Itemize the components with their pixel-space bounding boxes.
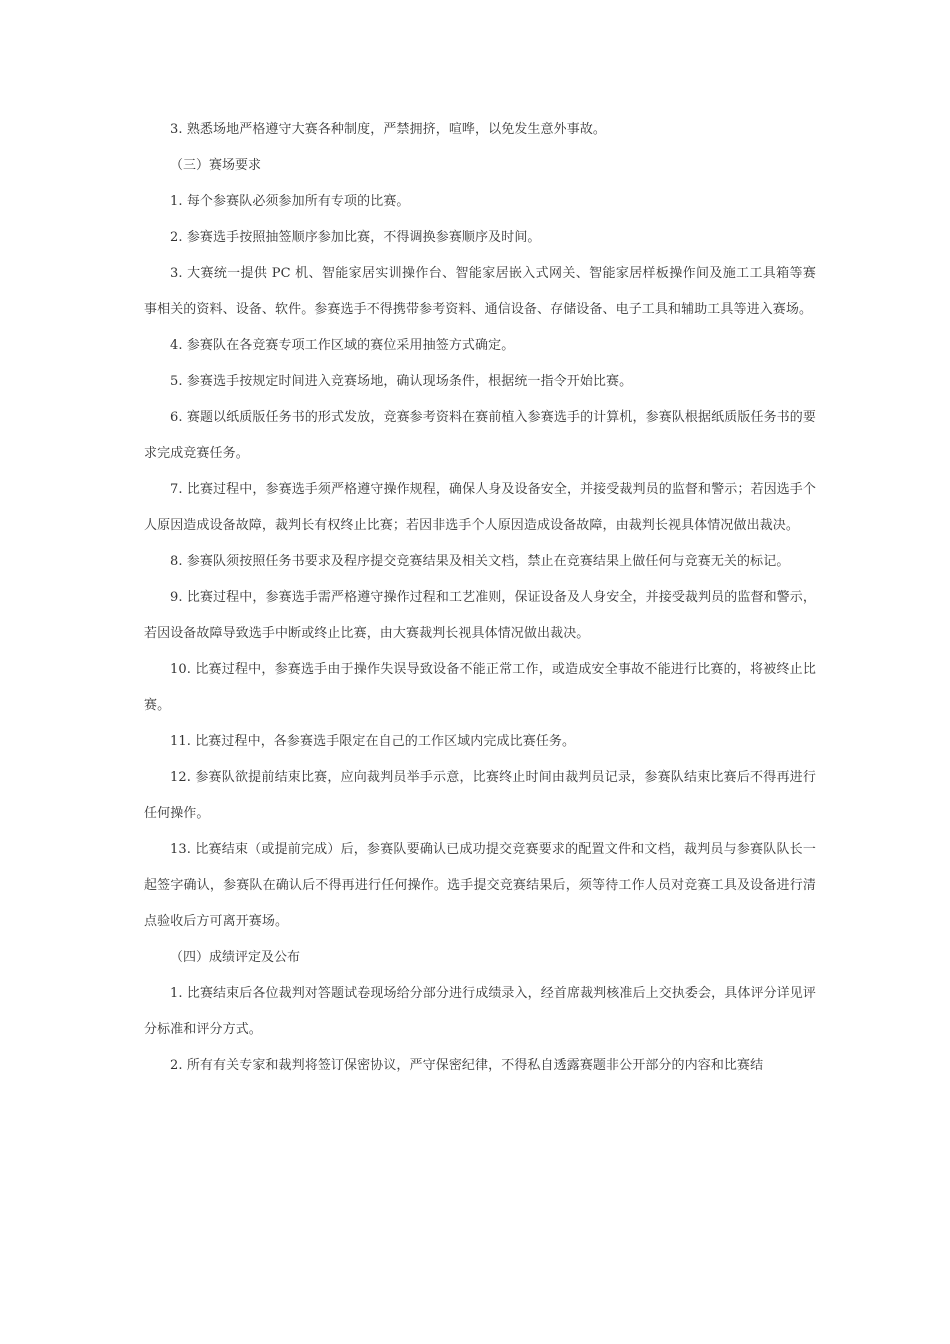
- rule-paragraph: 1. 每个参赛队必须参加所有专项的比赛。: [170, 194, 410, 209]
- rule-paragraph: 7. 比赛过程中，参赛选手须严格遵守操作规程，确保人身及设备安全，并接受裁判员的监督和警示；若因选手个人原因造成设备故障，裁判长有权终止比赛；若因非选手个人原因造成设备故障，由裁判长视具体情况做出裁决。: [144, 482, 816, 533]
- rule-paragraph: 3. 熟悉场地严格遵守大赛各种制度，严禁拥挤，喧哗，以免发生意外事故。: [170, 122, 607, 137]
- rule-paragraph: 4. 参赛队在各竞赛专项工作区域的赛位采用抽签方式确定。: [170, 338, 515, 353]
- document-body: [144, 112, 816, 1084]
- rule-paragraph: 12. 参赛队欲提前结束比赛，应向裁判员举手示意，比赛终止时间由裁判员记录，参赛队结束比赛后不得再进行任何操作。: [144, 770, 816, 821]
- rule-paragraph: 8. 参赛队须按照任务书要求及程序提交竞赛结果及相关文档，禁止在竞赛结果上做任何与竞赛无关的标记。: [170, 554, 790, 569]
- rule-paragraph: 9. 比赛过程中，参赛选手需严格遵守操作过程和工艺准则，保证设备及人身安全，并接受裁判员的监督和警示，若因设备故障导致选手中断或终止比赛，由大赛裁判长视具体情况做出裁决。: [144, 590, 816, 641]
- rule-paragraph: 11. 比赛过程中，各参赛选手限定在自己的工作区域内完成比赛任务。: [170, 734, 576, 749]
- rule-paragraph: 1. 比赛结束后各位裁判对答题试卷现场给分部分进行成绩录入，经首席裁判核准后上交执委会，具体评分详见评分标准和评分方式。: [144, 986, 816, 1037]
- rule-paragraph: 6. 赛题以纸质版任务书的形式发放，竞赛参考资料在赛前植入参赛选手的计算机，参赛队根据纸质版任务书的要求完成竞赛任务。: [144, 410, 816, 461]
- section-heading: （四）成绩评定及公布: [170, 950, 301, 965]
- rule-paragraph: 13. 比赛结束（或提前完成）后，参赛队要确认已成功提交竞赛要求的配置文件和文档，裁判员与参赛队队长一起签字确认，参赛队在确认后不得再进行任何操作。选手提交竞赛结果后，须等待工作人员对竞赛工具及设备进行清点验收后方可离开赛场。: [144, 842, 816, 929]
- rule-paragraph: 10. 比赛过程中，参赛选手由于操作失误导致设备不能正常工作，或造成安全事故不能进行比赛的，将被终止比赛。: [144, 662, 816, 713]
- rule-paragraph: 3. 大赛统一提供 PC 机、智能家居实训操作台、智能家居嵌入式网关、智能家居样板操作间及施工工具箱等赛事相关的资料、设备、软件。参赛选手不得携带参考资料、通信设备、存储设备、电子工具和辅助工具等进入赛场。: [144, 266, 816, 317]
- rule-paragraph: 2. 参赛选手按照抽签顺序参加比赛，不得调换参赛顺序及时间。: [170, 230, 541, 245]
- section-heading: （三）赛场要求: [170, 158, 262, 173]
- rule-paragraph: 2. 所有有关专家和裁判将签订保密协议，严守保密纪律，不得私自透露赛题非公开部分的内容和比赛结: [170, 1058, 764, 1073]
- rule-paragraph: 5. 参赛选手按规定时间进入竞赛场地，确认现场条件，根据统一指令开始比赛。: [170, 374, 633, 389]
